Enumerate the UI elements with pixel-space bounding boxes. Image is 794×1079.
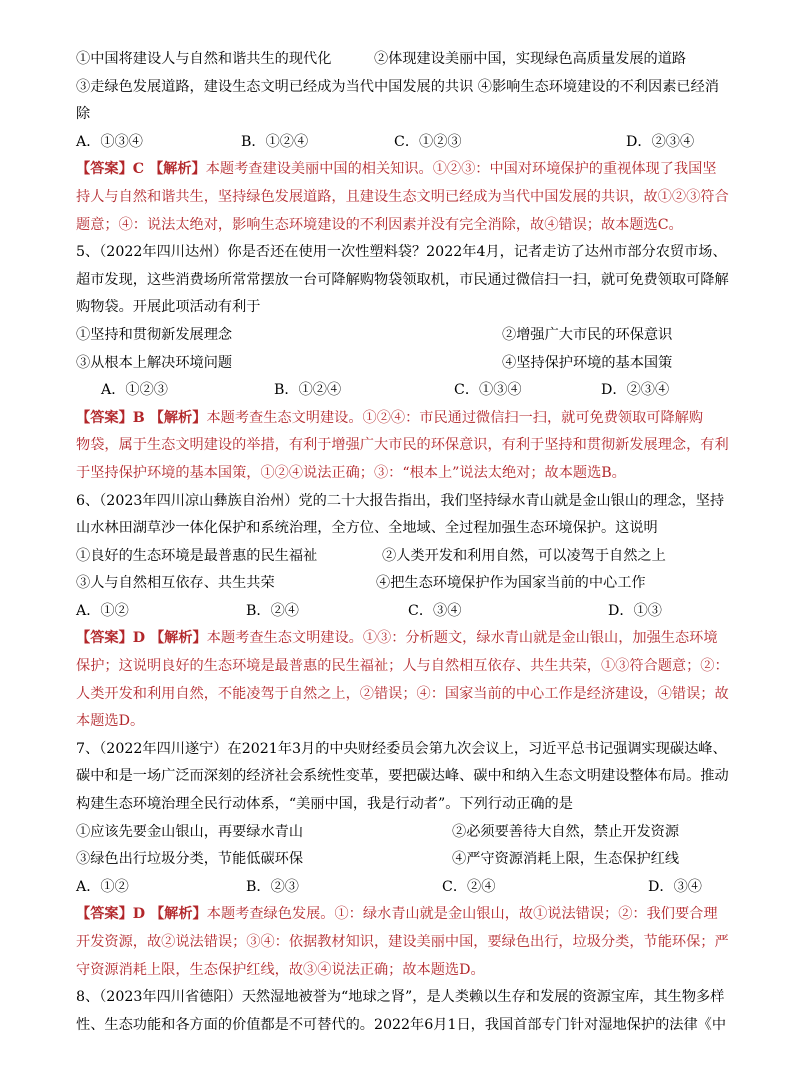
statement: ③绿色出行垃圾分类，节能低碳环保: [76, 851, 304, 868]
answer-line: 守资源消耗上限，生态保护红线，故③④说法正确；故本题选D。: [76, 961, 485, 978]
question-stem-line: 性、生态功能和各方面的价值都是不可替代的。2022年6月1日，我国首部专门针对湿地保护的法律《中: [76, 1016, 727, 1033]
option-a: A．①②: [76, 878, 129, 895]
option-d: D．③④: [648, 878, 702, 895]
answer-text: 本题考查生态文明建设。①③：分析题文，绿水青山就是金山银山，加强生态环境: [206, 630, 718, 647]
options-row: [76, 874, 734, 902]
option-d: D．②③④: [601, 382, 670, 399]
option-c: C．③④: [408, 602, 462, 619]
statement-row: [76, 350, 734, 378]
answer-line: 人类开发和利用自然，不能凌驾于自然之上，②错误；④：国家当前的中心工作是经济建设，④错误；故: [76, 685, 729, 702]
option-b: B．②④: [246, 602, 299, 619]
options-row: [76, 598, 734, 626]
question-8: [76, 984, 734, 1039]
answer-line: [76, 405, 734, 433]
options-row: [76, 129, 734, 157]
answer-line: [76, 901, 734, 929]
statement-row: [76, 819, 734, 847]
statement: ③人与自然相互依存、共生共荣: [76, 575, 275, 592]
answer-line: 持人与自然和谐共生，坚持绿色发展道路，且建设生态文明已经成为当代中国发展的共识，故①②③符合: [76, 188, 729, 205]
option-a: A．①②③: [101, 382, 168, 399]
question-5: [76, 239, 734, 487]
question-stem-line: 5、（2022年四川达州）你是否还在使用一次性塑料袋？2022年4月，记者走访了达州市部分农贸市场、: [76, 244, 727, 261]
question-stem-line: 7、（2022年四川遂宁）在2021年3月的中央财经委员会第九次会议上，习近平总书记强调实现碳达峰、: [76, 740, 727, 757]
option-d: D．①③: [608, 602, 662, 619]
statement: ③从根本上解决环境问题: [76, 354, 233, 371]
answer-line: 本题选D。: [76, 713, 145, 730]
option-c: C．①②③: [394, 133, 462, 150]
answer-line: [76, 156, 734, 184]
option-b: B．①②④: [274, 382, 342, 399]
answer-line: 物袋，属于生态文明建设的举措，有利于增强广大市民的环保意识，有利于坚持和贯彻新发展理念，有利: [76, 437, 729, 454]
statement: ④严守资源消耗上限，生态保护红线: [452, 851, 680, 868]
statement-line: 除: [76, 106, 91, 123]
answer-line: 开发资源，故②说法错误；③④：依据教材知识，建设美丽中国，要绿色出行，垃圾分类，节能环保；严: [76, 934, 729, 950]
question-stem-line: 8、（2023年四川省德阳）天然湿地被誉为“地球之肾”，是人类赖以生存和发展的资源宝库，其生物多样: [76, 989, 725, 1006]
statement-line: ③走绿色发展道路，建设生态文明已经成为当代中国发展的共识 ④影响生态环境建设的不利因素已经消: [76, 78, 719, 95]
answer-text: 本题考查生态文明建设。①②④：市民通过微信扫一扫，就可免费领取可降解购: [206, 409, 704, 426]
question-stem-line: 山水林田湖草沙一体化保护和系统治理，全方位、全地域、全过程加强生态环境保护。这说明: [76, 520, 658, 537]
question-4: [76, 46, 734, 239]
statement-line: ①中国将建设人与自然和谐共生的现代化 ②体现建设美丽中国，实现绿色高质量发展的道路: [76, 51, 687, 67]
answer-tag: 【答案】C 【解析】: [76, 161, 206, 178]
answer-tag: 【答案】D 【解析】: [76, 906, 207, 923]
option-a: A．①②: [76, 602, 129, 619]
statement: ②人类开发和利用自然，可以凌驾于自然之上: [382, 547, 666, 564]
option-d: D．②③④: [626, 133, 695, 150]
statement: ④把生态环境保护作为国家当前的中心工作: [376, 575, 646, 592]
question-stem-line: 碳中和是一场广泛而深刻的经济社会系统性变革，要把碳达峰、碳中和纳入生态文明建设整体布局。推动: [76, 768, 729, 785]
answer-line: 题意；④：说法太绝对，影响生态环境建设的不利因素并没有完全消除，故④错误；故本题选C。: [76, 216, 683, 233]
question-stem-line: 超市发现，这些消费场所常常摆放一台可降解购物袋领取机，市民通过微信扫一扫，就可免费领取可降解: [76, 271, 729, 288]
options-row: [76, 377, 734, 405]
statement-row: [76, 543, 734, 571]
statement: ④坚持保护环境的基本国策: [502, 354, 673, 371]
statement-row: [76, 322, 734, 350]
option-c: C．②④: [442, 878, 496, 895]
option-c: C．①③④: [454, 382, 522, 399]
answer-line: [76, 625, 734, 653]
answer-tag: 【答案】B 【解析】: [76, 409, 207, 426]
option-b: B．②③: [246, 878, 299, 895]
statement: ①良好的生态环境是最普惠的民生福祉: [76, 547, 318, 564]
answer-line: 于坚持保护环境的基本国策，①②④说法正确；③：“根本上”说法太绝对；故本题选B。: [76, 464, 626, 481]
statement: ①坚持和贯彻新发展理念: [76, 326, 233, 343]
statement: ②必须要善待大自然，禁止开发资源: [452, 823, 680, 840]
question-stem-line: 6、（2023年四川凉山彝族自治州）党的二十大报告指出，我们坚持绿水青山就是金山银山的理念，坚持: [76, 492, 725, 509]
question-stem-line: 购物袋。开展此项活动有利于: [76, 299, 261, 316]
question-stem-line: 构建生态环境治理全民行动体系，“美丽中国，我是行动者”。下列行动正确的是: [76, 796, 573, 813]
answer-text: 本题考查建设美丽中国的相关知识。①②③：中国对环境保护的重视体现了我国坚: [205, 161, 717, 178]
statement: ②增强广大市民的环保意识: [502, 326, 673, 343]
statement-row: [76, 846, 734, 874]
statement: ①应该先要金山银山，再要绿水青山: [76, 823, 304, 840]
statement-row: [76, 570, 734, 598]
question-7: [76, 736, 734, 984]
answer-tag: 【答案】D 【解析】: [76, 630, 207, 647]
question-6: [76, 488, 734, 736]
option-a: A．①③④: [76, 133, 143, 150]
answer-line: 保护；这说明良好的生态环境是最普惠的民生福祉；人与自然相互依存、共生共荣，①③符合题意；②：: [76, 658, 729, 675]
answer-text: 本题考查绿色发展。①：绿水青山就是金山银山，故①说法错误；②：我们要合理: [206, 906, 718, 923]
option-b: B．①②④: [241, 133, 309, 150]
